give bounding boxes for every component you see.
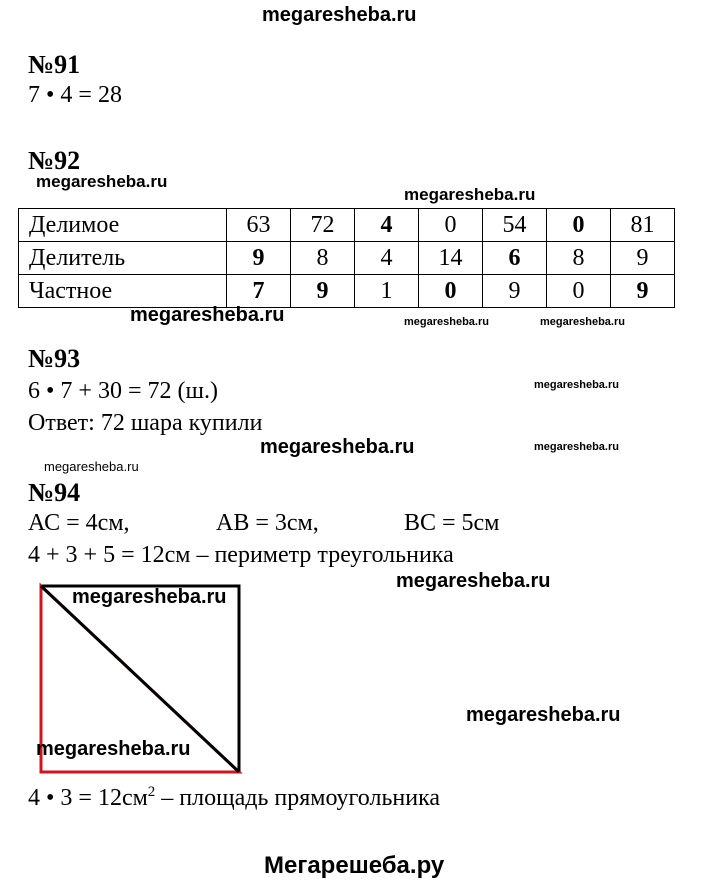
watermark: megaresheba.ru: [72, 586, 227, 608]
row-label-divisor: Делитель: [19, 242, 227, 275]
table-cell: 9: [483, 275, 547, 308]
table-cell: 4: [355, 209, 419, 242]
watermark: megaresheba.ru: [540, 316, 625, 328]
table-cell: 14: [419, 242, 483, 275]
row-label-quotient: Частное: [19, 275, 227, 308]
table-cell: 72: [291, 209, 355, 242]
watermark: megaresheba.ru: [404, 185, 536, 204]
task-91-title: №91: [28, 50, 81, 79]
table-cell: 7: [227, 275, 291, 308]
task-93-title: №93: [28, 344, 81, 373]
watermark: megaresheba.ru: [36, 172, 168, 191]
task-92-title: №92: [28, 146, 81, 175]
table-cell: 0: [419, 275, 483, 308]
perimeter-line: 4 + 3 + 5 = 12см – периметр треугольника: [28, 542, 454, 568]
task-94-title: №94: [28, 478, 81, 507]
side-ac: АС = 4см,: [28, 510, 130, 536]
watermark-top: megaresheba.ru: [262, 4, 417, 26]
table-cell: 54: [483, 209, 547, 242]
table-cell: 9: [611, 242, 675, 275]
table-cell: 0: [547, 209, 611, 242]
table-row: [19, 242, 675, 275]
division-table: [18, 208, 675, 308]
task-93-answer: Ответ: 72 шара купили: [28, 410, 263, 436]
table-cell: 81: [611, 209, 675, 242]
watermark: megaresheba.ru: [534, 379, 619, 391]
area-description: – площадь прямоугольника: [155, 785, 441, 811]
table-row: [19, 275, 675, 308]
watermark: megaresheba.ru: [130, 304, 285, 326]
table-cell: 0: [419, 209, 483, 242]
table-cell: 8: [291, 242, 355, 275]
watermark: megaresheba.ru: [260, 436, 415, 458]
side-ab: АВ = 3см,: [216, 510, 319, 536]
table-cell: 9: [291, 275, 355, 308]
area-exponent: 2: [147, 784, 156, 800]
task-93-equation: 6 • 7 + 30 = 72 (ш.): [28, 378, 218, 404]
watermark: megaresheba.ru: [534, 441, 619, 453]
table-cell: 63: [227, 209, 291, 242]
task-91-equation: 7 • 4 = 28: [28, 82, 122, 108]
row-label-dividend: Делимое: [19, 209, 227, 242]
side-bc: ВС = 5см: [404, 510, 500, 536]
table-cell: 4: [355, 242, 419, 275]
table-cell: 6: [483, 242, 547, 275]
watermark: megaresheba.ru: [36, 738, 191, 760]
footer-brand: Мегарешеба.ру: [264, 852, 445, 879]
area-line: [28, 784, 440, 812]
watermark: megaresheba.ru: [396, 570, 551, 592]
table-row: [19, 209, 675, 242]
table-cell: 1: [355, 275, 419, 308]
table-cell: 9: [227, 242, 291, 275]
area-equation: 4 • 3 = 12см: [28, 785, 148, 811]
table-cell: 0: [547, 275, 611, 308]
table-cell: 9: [611, 275, 675, 308]
table-cell: 8: [547, 242, 611, 275]
watermark: megaresheba.ru: [466, 704, 621, 726]
watermark: megaresheba.ru: [44, 459, 139, 474]
watermark: megaresheba.ru: [404, 316, 489, 328]
